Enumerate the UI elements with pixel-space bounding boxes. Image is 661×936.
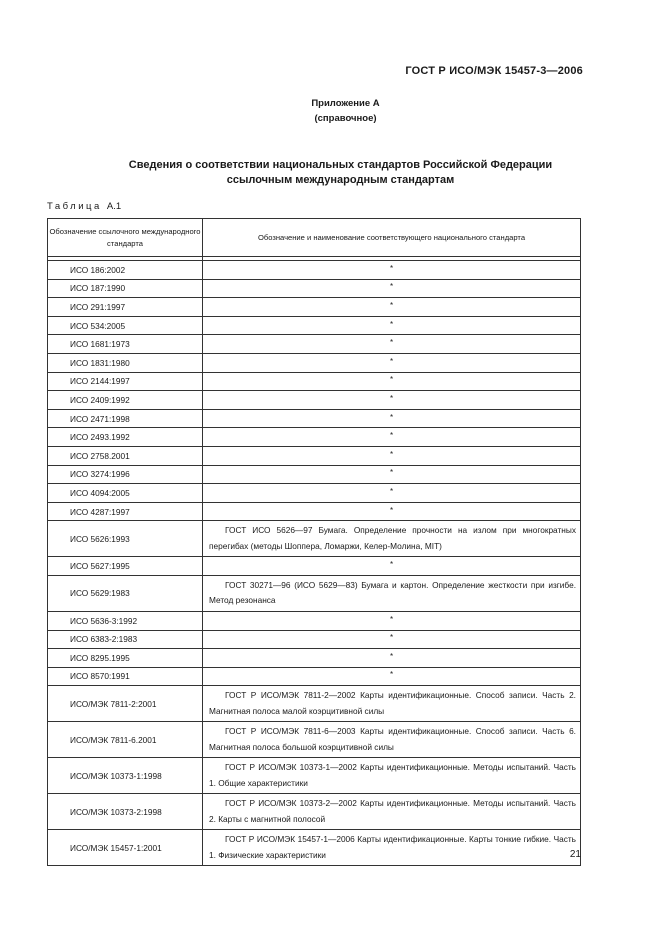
asterisk-mark: *: [389, 633, 394, 643]
asterisk-mark: *: [389, 393, 394, 403]
international-standard-code: ИСО 2758.2001: [48, 446, 203, 465]
asterisk-mark: *: [389, 449, 394, 459]
asterisk-mark: *: [389, 282, 394, 292]
international-standard-code: ИСО/МЭК 15457-1:2001: [48, 830, 203, 866]
asterisk-mark: *: [389, 375, 394, 385]
international-standard-code: ИСО 187:1990: [48, 279, 203, 298]
table-row: [48, 649, 581, 668]
table-row: [48, 667, 581, 686]
table-caption-number: А.1: [106, 201, 122, 212]
annex-title: Приложение А: [311, 98, 380, 109]
international-standard-code: ИСО 4287:1997: [48, 502, 203, 521]
no-national-equivalent-mark: [203, 667, 581, 686]
international-standard-code: ИСО/МЭК 10373-2:1998: [48, 794, 203, 830]
document-id: ГОСТ Р ИСО/МЭК 15457-3—2006: [405, 65, 583, 77]
table-row: [48, 611, 581, 630]
table-row: [48, 428, 581, 447]
table-row: [48, 335, 581, 354]
table-row: [48, 372, 581, 391]
no-national-equivalent-mark: [203, 465, 581, 484]
table-row: [48, 575, 581, 611]
section-title-line2: ссылочным международным стандартам: [226, 174, 455, 186]
table-row: [48, 353, 581, 372]
table-row: [48, 465, 581, 484]
national-standard-description: ГОСТ Р ИСО/МЭК 7811-2—2002 Карты идентификационные. Способ записи. Часть 2. Магнитная полоса малой коэрцитивной силы: [203, 686, 581, 722]
international-standard-code: ИСО 3274:1996: [48, 465, 203, 484]
international-standard-code: ИСО 186:2002: [48, 261, 203, 280]
international-standard-code: ИСО 4094:2005: [48, 484, 203, 503]
asterisk-mark: *: [389, 300, 394, 310]
no-national-equivalent-mark: [203, 428, 581, 447]
asterisk-mark: *: [389, 486, 394, 496]
column-header-international: Обозначение ссылочного международного стандарта: [48, 219, 203, 257]
no-national-equivalent-mark: [203, 557, 581, 576]
table-row: [48, 391, 581, 410]
table-row: [48, 794, 581, 830]
asterisk-mark: *: [389, 505, 394, 515]
no-national-equivalent-mark: [203, 335, 581, 354]
international-standard-code: ИСО 1681:1973: [48, 335, 203, 354]
international-standard-code: ИСО 2409:1992: [48, 391, 203, 410]
international-standard-code: ИСО 5636-3:1992: [48, 611, 203, 630]
no-national-equivalent-mark: [203, 298, 581, 317]
table-row: [48, 557, 581, 576]
no-national-equivalent-mark: [203, 316, 581, 335]
no-national-equivalent-mark: [203, 484, 581, 503]
national-standard-description: ГОСТ Р ИСО/МЭК 7811-6—2003 Карты идентификационные. Способ записи. Часть 6. Магнитная полоса большой коэрцитивной силы: [203, 722, 581, 758]
table-row: [48, 502, 581, 521]
table-row: [48, 298, 581, 317]
international-standard-code: ИСО 2471:1998: [48, 409, 203, 428]
table-row: [48, 316, 581, 335]
no-national-equivalent-mark: [203, 446, 581, 465]
table-row: [48, 722, 581, 758]
national-standard-description: ГОСТ ИСО 5626—97 Бумага. Определение прочности на излом при многократных перегибах (методы Шоппера, Ломаржи, Келер-Молина, MIT): [203, 521, 581, 557]
asterisk-mark: *: [389, 560, 394, 570]
international-standard-code: ИСО 2144:1997: [48, 372, 203, 391]
table-row: [48, 521, 581, 557]
annex-heading: [0, 96, 661, 126]
page-number: 21: [569, 849, 581, 860]
international-standard-code: ИСО 8295.1995: [48, 649, 203, 668]
no-national-equivalent-mark: [203, 261, 581, 280]
table-row: [48, 686, 581, 722]
no-national-equivalent-mark: [203, 409, 581, 428]
asterisk-mark: *: [389, 412, 394, 422]
asterisk-mark: *: [389, 670, 394, 680]
no-national-equivalent-mark: [203, 630, 581, 649]
no-national-equivalent-mark: [203, 611, 581, 630]
asterisk-mark: *: [389, 468, 394, 478]
international-standard-code: ИСО 5629:1983: [48, 575, 203, 611]
national-standard-description: ГОСТ Р ИСО/МЭК 10373-1—2002 Карты идентификационные. Методы испытаний. Часть 1. Общие характеристики: [203, 758, 581, 794]
national-standard-description: ГОСТ 30271—96 (ИСО 5629—83) Бумага и картон. Определение жесткости при изгибе. Метод резонанса: [203, 575, 581, 611]
table-row: [48, 409, 581, 428]
asterisk-mark: *: [389, 614, 394, 624]
international-standard-code: ИСО 6383-2:1983: [48, 630, 203, 649]
no-national-equivalent-mark: [203, 279, 581, 298]
annex-subtitle: (справочное): [314, 113, 377, 124]
table-row: [48, 758, 581, 794]
asterisk-mark: *: [389, 651, 394, 661]
asterisk-mark: *: [389, 431, 394, 441]
no-national-equivalent-mark: [203, 391, 581, 410]
asterisk-mark: *: [389, 263, 394, 273]
international-standard-code: ИСО 5627:1995: [48, 557, 203, 576]
no-national-equivalent-mark: [203, 353, 581, 372]
table-row: [48, 484, 581, 503]
asterisk-mark: *: [389, 338, 394, 348]
asterisk-mark: *: [389, 319, 394, 329]
no-national-equivalent-mark: [203, 372, 581, 391]
table-row: [48, 261, 581, 280]
section-title: [0, 158, 661, 188]
international-standard-code: ИСО 5626:1993: [48, 521, 203, 557]
international-standard-code: ИСО 291:1997: [48, 298, 203, 317]
international-standard-code: ИСО 8570:1991: [48, 667, 203, 686]
international-standard-code: ИСО/МЭК 10373-1:1998: [48, 758, 203, 794]
international-standard-code: ИСО 1831:1980: [48, 353, 203, 372]
no-national-equivalent-mark: [203, 649, 581, 668]
table-caption-label: Таблица: [47, 201, 102, 212]
section-title-line1: Сведения о соответствии национальных стандартов Российской Федерации: [128, 159, 553, 171]
table-caption: [47, 201, 121, 212]
international-standard-code: ИСО 534:2005: [48, 316, 203, 335]
national-standard-description: ГОСТ Р ИСО/МЭК 15457-1—2006 Карты идентификационные. Карты тонкие гибкие. Часть 1. Физические характеристики: [203, 830, 581, 866]
international-standard-code: ИСО/МЭК 7811-6.2001: [48, 722, 203, 758]
asterisk-mark: *: [389, 356, 394, 366]
table-row: [48, 830, 581, 866]
international-standard-code: ИСО 2493.1992: [48, 428, 203, 447]
international-standard-code: ИСО/МЭК 7811-2:2001: [48, 686, 203, 722]
table-row: [48, 279, 581, 298]
table-row: [48, 446, 581, 465]
table-row: [48, 630, 581, 649]
no-national-equivalent-mark: [203, 502, 581, 521]
national-standard-description: ГОСТ Р ИСО/МЭК 10373-2—2002 Карты идентификационные. Методы испытаний. Часть 2. Карты с магнитной полосой: [203, 794, 581, 830]
standards-table: [47, 218, 581, 866]
column-header-national: Обозначение и наименование соответствующего национального стандарта: [203, 219, 581, 257]
